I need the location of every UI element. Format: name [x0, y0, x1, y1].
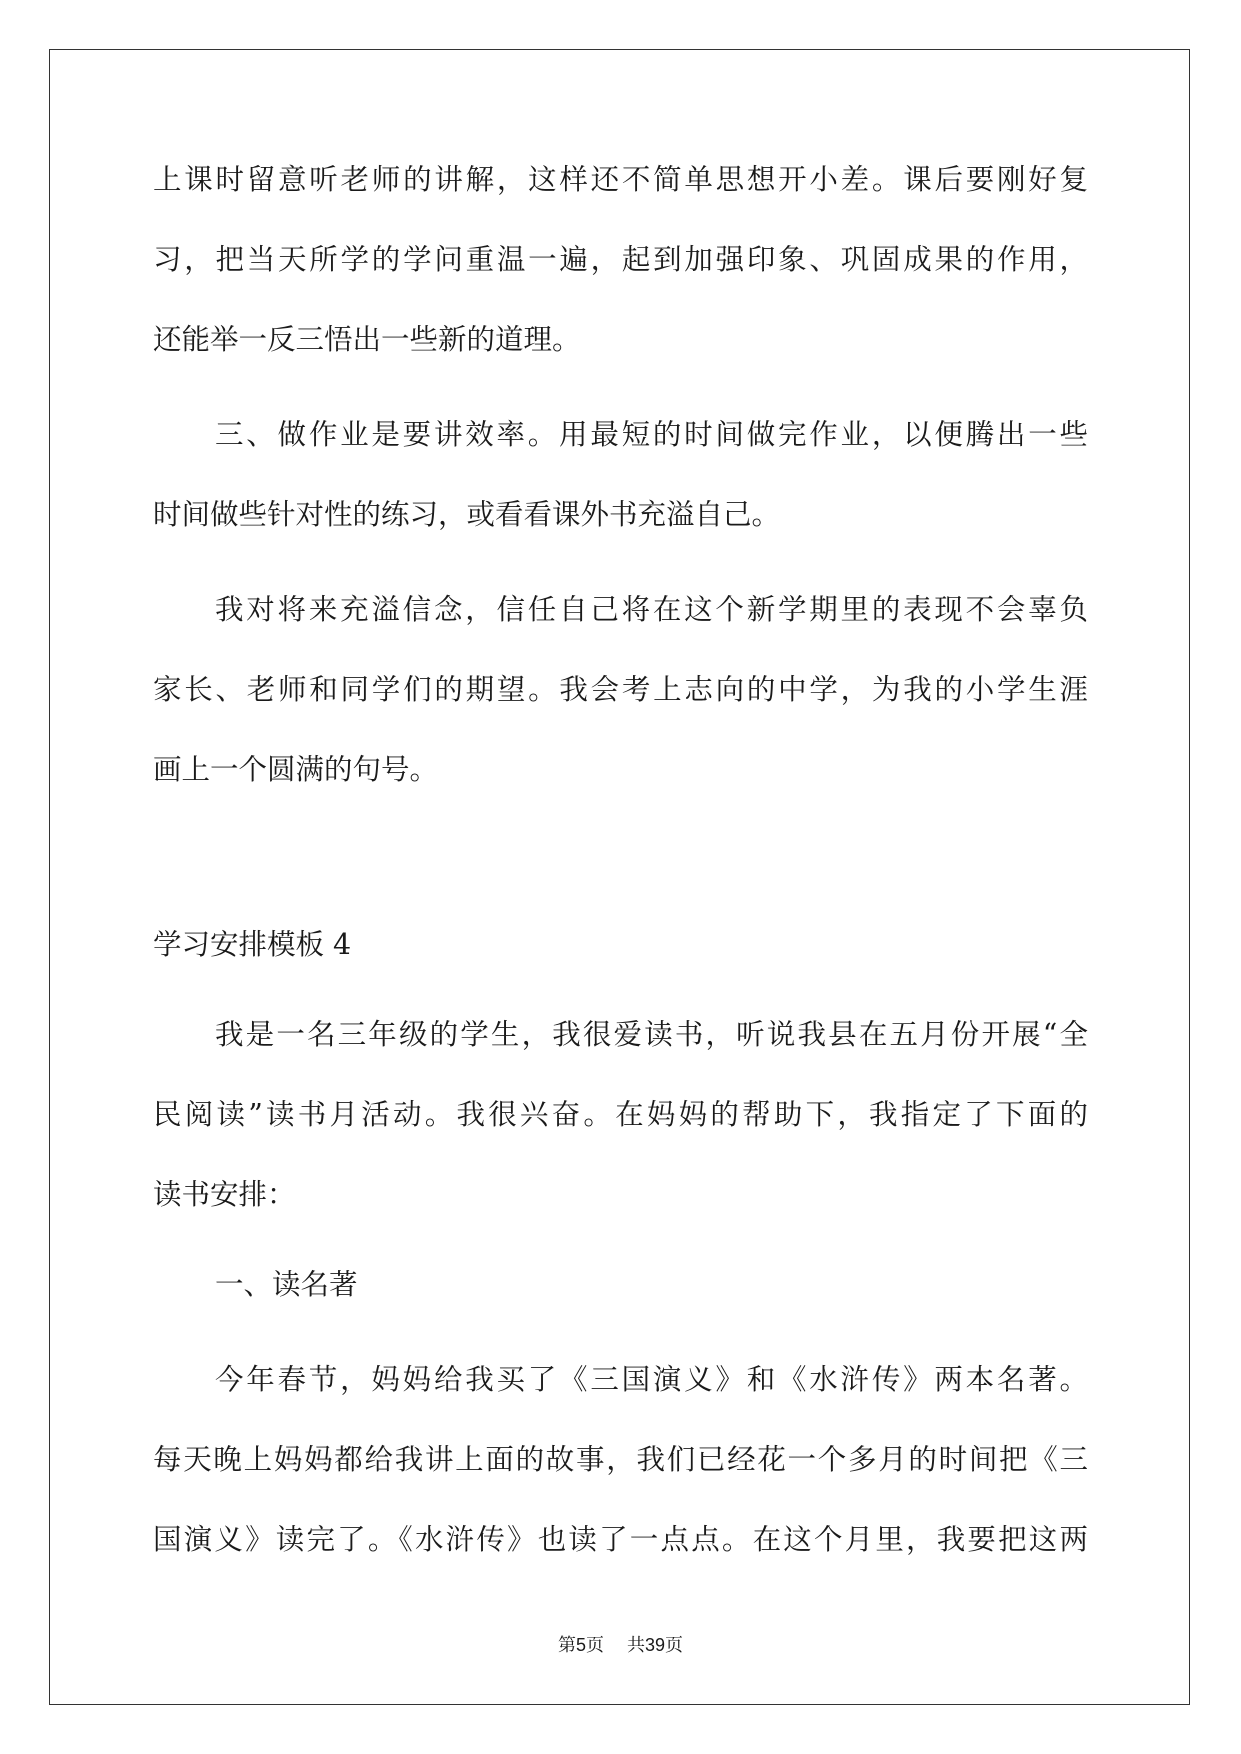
text-line: 习，把当天所学的学问重温一遍，起到加强印象、巩固成果的作用，: [153, 243, 1088, 276]
text-line: 读书安排：: [153, 1178, 296, 1211]
text-line: 今年春节，妈妈给我买了《三国演义》和《水浒传》两本名著。: [215, 1363, 1088, 1396]
text-line: 我对将来充溢信念，信任自己将在这个新学期里的表现不会辜负: [215, 593, 1088, 626]
text-line: 时间做些针对性的练习，或看看课外书充溢自己。: [153, 498, 781, 531]
text-line: 还能举一反三悟出一些新的道理。: [153, 323, 581, 356]
text-line: 我是一名三年级的学生，我很爱读书，听说我县在五月份开展“全: [215, 1018, 1088, 1051]
text-line: 国演义》读完了。《水浒传》也读了一点点。在这个月里，我要把这两: [153, 1523, 1088, 1556]
subheading: 一、读名著: [215, 1268, 358, 1301]
page-number: 5: [576, 1635, 587, 1655]
section-heading: 学习安排模板 4: [153, 928, 352, 961]
total-prefix: 共: [626, 1635, 645, 1656]
page-footer: [0, 1633, 1241, 1658]
text-line: 画上一个圆满的句号。: [153, 753, 439, 786]
page-suffix: 页: [586, 1635, 605, 1656]
text-line: 民阅读”读书月活动。我很兴奋。在妈妈的帮助下，我指定了下面的: [153, 1098, 1088, 1131]
page-prefix: 第: [558, 1635, 577, 1656]
total-suffix: 页: [664, 1635, 683, 1656]
total-pages: 39: [644, 1635, 665, 1655]
text-line: 三、做作业是要讲效率。用最短的时间做完作业，以便腾出一些: [215, 418, 1088, 451]
text-line: 家长、老师和同学们的期望。我会考上志向的中学，为我的小学生涯: [153, 673, 1088, 706]
text-line: 上课时留意听老师的讲解，这样还不简单思想开小差。课后要刚好复: [153, 163, 1088, 196]
text-line: 每天晚上妈妈都给我讲上面的故事，我们已经花一个多月的时间把《三: [153, 1443, 1088, 1476]
